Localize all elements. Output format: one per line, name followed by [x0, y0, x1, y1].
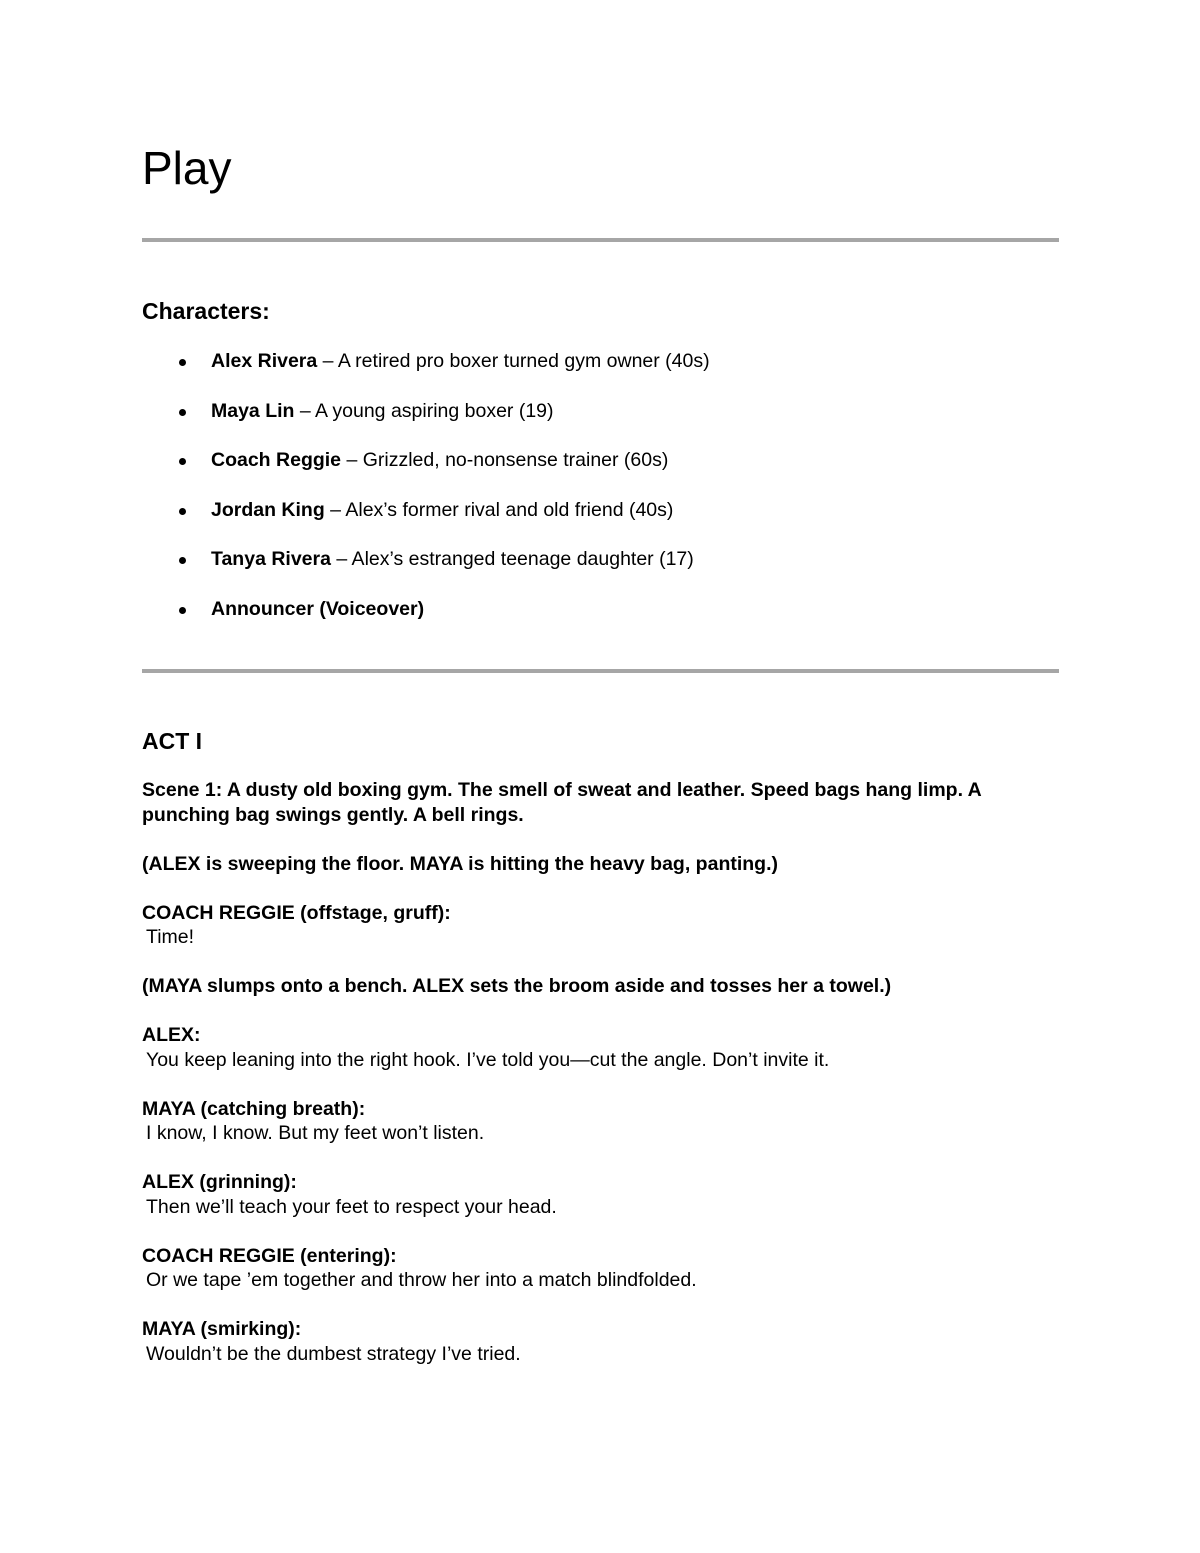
- dialogue-line: Then we’ll teach your feet to respect your head.: [146, 1195, 557, 1218]
- character-item: [142, 445, 1059, 495]
- dialogue-line: You keep leaning into the right hook. I’ve told you—cut the angle. Don’t invite it.: [146, 1048, 830, 1071]
- bullet-icon: [179, 508, 186, 515]
- stage-direction: (ALEX is sweeping the floor. MAYA is hitting the heavy bag, panting.): [142, 852, 778, 875]
- characters-heading: Characters:: [142, 298, 270, 324]
- dialogue-block: [142, 1023, 1059, 1072]
- speaker-label: ALEX (grinning):: [142, 1171, 297, 1193]
- character-item: [142, 346, 1059, 396]
- act-heading: ACT I: [142, 728, 203, 754]
- document-title: Play: [142, 142, 232, 194]
- character-item: [142, 594, 1059, 644]
- horizontal-rule: [142, 238, 1059, 242]
- character-name: Announcer (Voiceover): [211, 597, 425, 620]
- bullet-icon: [179, 607, 186, 614]
- character-description: – Alex’s former rival and old friend (40s): [324, 498, 674, 521]
- character-description: – Alex’s estranged teenage daughter (17): [330, 548, 694, 571]
- character-name: Tanya Rivera: [211, 548, 331, 571]
- dialogue-block: [142, 901, 1059, 950]
- dialogue-line: Wouldn’t be the dumbest strategy I’ve tried.: [146, 1342, 521, 1365]
- dialogue-line: I know, I know. But my feet won’t listen.: [146, 1122, 485, 1144]
- character-description: – A young aspiring boxer (19): [294, 399, 554, 422]
- character-item: [142, 396, 1059, 446]
- character-description: – Grizzled, no-nonsense trainer (60s): [341, 449, 669, 472]
- dialogue-block: [142, 1244, 1059, 1293]
- character-name: Alex Rivera: [211, 350, 318, 372]
- speaker-label: COACH REGGIE (entering):: [142, 1244, 397, 1267]
- character-name: Jordan King: [211, 498, 325, 521]
- character-name: Maya Lin: [211, 399, 295, 422]
- bullet-icon: [179, 458, 186, 465]
- dialogue-block: [142, 1097, 1059, 1146]
- bullet-icon: [179, 359, 186, 366]
- speaker-label: COACH REGGIE (offstage, gruff):: [142, 901, 451, 924]
- character-list: [142, 346, 1059, 644]
- character-description: – A retired pro boxer turned gym owner (40s): [317, 350, 710, 372]
- stage-direction: (MAYA slumps onto a bench. ALEX sets the broom aside and tosses her a towel.): [142, 975, 892, 997]
- dialogue-line: Or we tape ’em together and throw her into a match blindfolded.: [146, 1269, 697, 1291]
- character-name: Coach Reggie: [211, 449, 342, 472]
- dialogue-block: [142, 1170, 1059, 1219]
- scene-heading: Scene 1: A dusty old boxing gym. The smell of sweat and leather. Speed bags hang limp. A punching bag swings gently. A bell rings.: [142, 779, 982, 826]
- bullet-icon: [179, 409, 186, 416]
- script-body: [142, 778, 1059, 1391]
- bullet-icon: [179, 557, 186, 564]
- speaker-label: MAYA (catching breath):: [142, 1097, 366, 1120]
- character-item: [142, 544, 1059, 594]
- dialogue-line: Time!: [146, 926, 195, 948]
- dialogue-block: [142, 1317, 1059, 1366]
- horizontal-rule: [142, 669, 1059, 673]
- speaker-label: ALEX:: [142, 1024, 201, 1046]
- speaker-label: MAYA (smirking):: [142, 1318, 302, 1340]
- character-item: [142, 495, 1059, 545]
